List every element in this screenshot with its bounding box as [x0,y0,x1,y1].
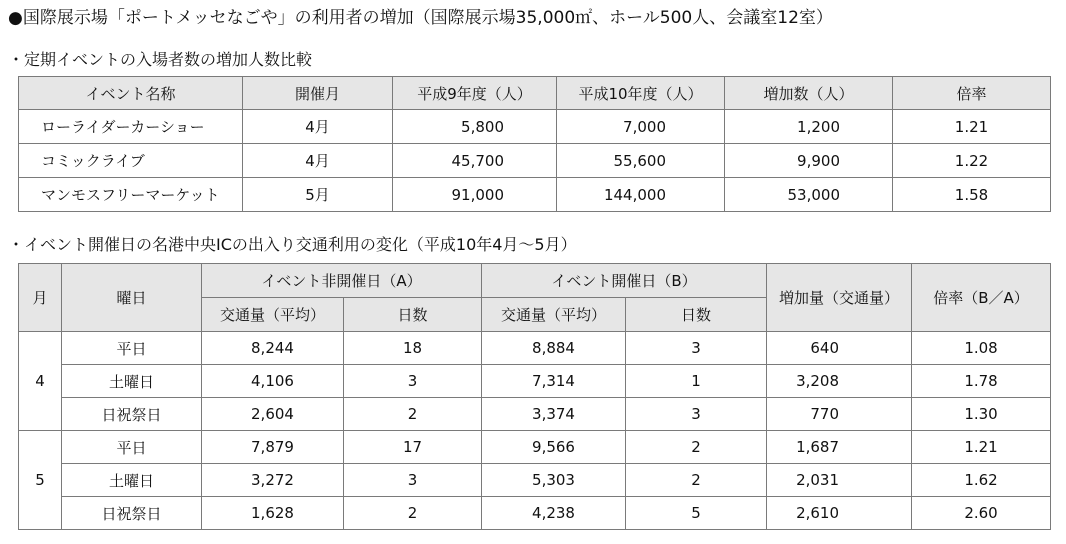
event-traffic-cell: 5,303 [482,464,626,497]
day-type-cell: 土曜日 [62,365,202,398]
ratio-cell: 1.58 [893,178,1051,212]
non-event-days-cell: 2 [344,398,482,431]
table-row [19,144,1051,178]
section1-heading: ・定期イベントの入場者数の増加人数比較 [8,50,313,69]
event-name-cell: マンモスフリーマーケット [19,178,243,212]
table-row [19,431,1051,464]
event-day-header: イベント開催日（B） [482,264,767,298]
event-days-cell: 2 [626,464,767,497]
event-month-cell: 4月 [243,110,393,144]
non-event-days-cell: 17 [344,431,482,464]
increase-cell: 53,000 [725,178,893,212]
non-event-days-cell: 18 [344,332,482,365]
non-event-traffic-cell: 7,879 [202,431,344,464]
month-cell: 5 [19,431,62,530]
event-traffic-cell: 8,884 [482,332,626,365]
event-traffic-cell: 3,374 [482,398,626,431]
event-month-cell: 5月 [243,178,393,212]
ratio-cell: 2.60 [912,497,1051,530]
ratio-cell: 1.21 [912,431,1051,464]
ratio-cell: 1.30 [912,398,1051,431]
event-days-cell: 3 [626,332,767,365]
table-row [19,332,1051,365]
event-name-cell: ローライダーカーショー [19,110,243,144]
h10-visitors-cell: 55,600 [557,144,725,178]
ratio-cell: 1.62 [912,464,1051,497]
table-row [19,178,1051,212]
non-event-days-cell: 3 [344,464,482,497]
event-month-cell: 4月 [243,144,393,178]
increase-cell: 1,200 [725,110,893,144]
h10-visitors-cell: 7,000 [557,110,725,144]
increase-cell: 2,610 [767,497,912,530]
table-row [19,110,1051,144]
h9-visitors-cell: 5,800 [393,110,557,144]
non-event-traffic-cell: 8,244 [202,332,344,365]
event-days-cell: 5 [626,497,767,530]
table-header-row [19,77,1051,110]
event-days-header: 日数 [626,298,767,332]
table-row [19,464,1051,497]
h9-visitors-cell: 91,000 [393,178,557,212]
event-days-cell: 1 [626,365,767,398]
ratio-cell: 1.21 [893,110,1051,144]
increase-header: 増加量（交通量） [767,264,912,332]
day-type-cell: 日祝祭日 [62,398,202,431]
h9-visitors-cell: 45,700 [393,144,557,178]
ratio-cell: 1.22 [893,144,1051,178]
day-type-cell: 平日 [62,431,202,464]
column-header: イベント名称 [19,77,243,110]
non-event-traffic-cell: 4,106 [202,365,344,398]
table-header-row [19,264,1051,298]
non-event-traffic-cell: 1,628 [202,497,344,530]
page-title: ●国際展示場「ポートメッセなごや」の利用者の増加（国際展示場35,000㎡、ホール500人、会議室12室） [8,8,833,28]
increase-cell: 1,687 [767,431,912,464]
non-event-days-header: 日数 [344,298,482,332]
h10-visitors-cell: 144,000 [557,178,725,212]
increase-cell: 770 [767,398,912,431]
column-header: 平成9年度（人） [393,77,557,110]
event-traffic-cell: 9,566 [482,431,626,464]
day-type-cell: 平日 [62,332,202,365]
column-header: 平成10年度（人） [557,77,725,110]
day-type-cell: 日祝祭日 [62,497,202,530]
increase-cell: 3,208 [767,365,912,398]
non-event-traffic-header: 交通量（平均） [202,298,344,332]
month-header: 月 [19,264,62,332]
ratio-cell: 1.08 [912,332,1051,365]
table-row [19,398,1051,431]
ratio-cell: 1.78 [912,365,1051,398]
column-header: 倍率 [893,77,1051,110]
event-name-cell: コミックライブ [19,144,243,178]
table-row [19,497,1051,530]
event-days-cell: 3 [626,398,767,431]
column-header: 増加数（人） [725,77,893,110]
column-header: 開催月 [243,77,393,110]
day-type-header: 曜日 [62,264,202,332]
traffic-table [18,263,1051,530]
ratio-header: 倍率（B／A） [912,264,1051,332]
event-traffic-header: 交通量（平均） [482,298,626,332]
non-event-day-header: イベント非開催日（A） [202,264,482,298]
event-days-cell: 2 [626,431,767,464]
non-event-traffic-cell: 3,272 [202,464,344,497]
month-cell: 4 [19,332,62,431]
increase-cell: 2,031 [767,464,912,497]
non-event-traffic-cell: 2,604 [202,398,344,431]
event-traffic-cell: 4,238 [482,497,626,530]
section2-heading: ・イベント開催日の名港中央ICの出入り交通利用の変化（平成10年4月～5月） [8,235,577,254]
increase-cell: 9,900 [725,144,893,178]
non-event-days-cell: 3 [344,365,482,398]
event-traffic-cell: 7,314 [482,365,626,398]
table-row [19,365,1051,398]
attendance-table [18,76,1051,212]
day-type-cell: 土曜日 [62,464,202,497]
non-event-days-cell: 2 [344,497,482,530]
increase-cell: 640 [767,332,912,365]
